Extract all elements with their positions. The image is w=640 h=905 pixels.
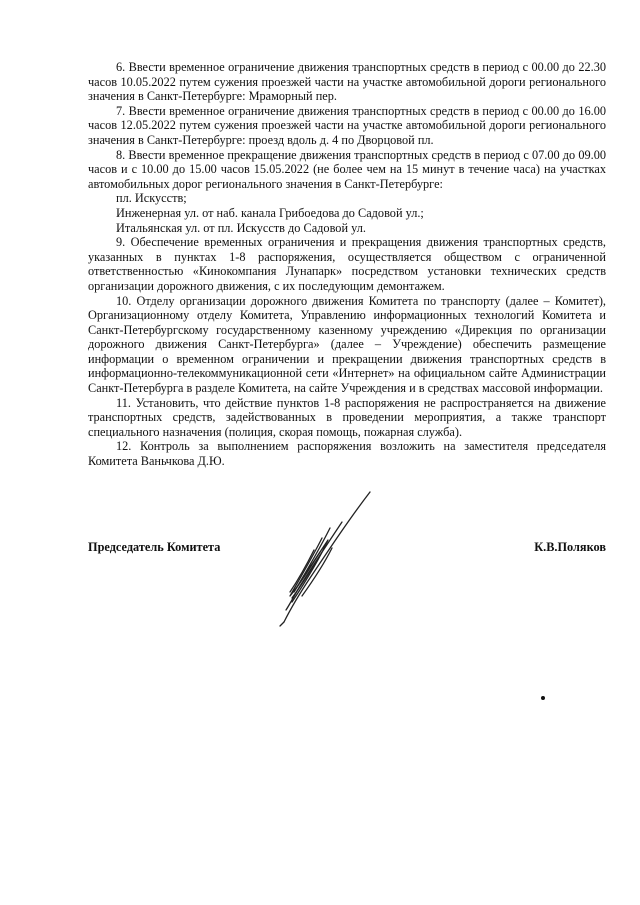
handwritten-signature <box>270 488 380 628</box>
stray-mark <box>541 696 545 700</box>
paragraph-8-item-1: пл. Искусств; <box>116 191 187 206</box>
paragraph-8-item-3: Итальянская ул. от пл. Искусств до Садовой ул. <box>116 220 366 235</box>
paragraph-7: 7. Ввести временное ограничение движения транспортных средств в период с 00.00 до 16.00 часов 12.05.2022 путем сужения проезжей части на участке автомобильной дороги регионального значения в Санкт-Петербурге: проезд вдоль д. 4 по Дворцовой пл. <box>88 103 606 147</box>
paragraph-8-item-2: Инженерная ул. от наб. канала Грибоедова до Садовой ул.; <box>116 205 424 220</box>
signatory-name: К.В.Поляков <box>534 540 606 554</box>
paragraph-6: 6. Ввести временное ограничение движения транспортных средств в период с 00.00 до 22.30 часов 10.05.2022 путем сужения проезжей части на участке автомобильной дороги регионального значения в Санкт-Петербурге: Мраморный пер. <box>88 60 606 104</box>
paragraph-12: 12. Контроль за выполнением распоряжения возложить на заместителя председателя Комитета Ваньчкова Д.Ю. <box>88 439 606 469</box>
paragraph-10: 10. Отделу организации дорожного движения Комитета по транспорту (далее – Комитет), Организационному отделу Комитета, Управлению информационных технологий Комитета и Санкт-Петербургскому государственному казенному учреждению «Дирекция по организации дорожного движения Санкт-Петербурга» (далее – Учреждение) обеспечить размещение информации о временном ограничении и прекращении движения транспортных средств в информационно-телекоммуникационной сети «Интернет» на официальном сайте Администрации Санкт-Петербурга в разделе Комитета, на сайте Учреждения и в средствах массовой информации. <box>88 293 606 396</box>
paragraph-8: 8. Ввести временное прекращение движения транспортных средств в период с 07.00 до 09.00 часов и с 10.00 до 15.00 часов 15.05.2022 (не более чем на 15 минут в течение часа) на участках автомобильных дорог регионального значения в Санкт-Петербурге: <box>88 147 606 191</box>
signatory-title: Председатель Комитета <box>88 540 221 554</box>
document-body <box>88 60 606 469</box>
paragraph-9: 9. Обеспечение временных ограничения и прекращения движения транспортных средств, указанных в пунктах 1-8 распоряжения, осуществляется обществом с ограниченной ответственностью «Кинокомпания Лунапарк» посредством установки технических средств организации дорожного движения, с их последующим демонтажем. <box>88 235 606 293</box>
paragraph-11: 11. Установить, что действие пунктов 1-8 распоряжения не распространяется на движение транспортных средств, задействованных в проведении мероприятия, а также транспорт специального назначения (полиция, скорая помощь, пожарная служба). <box>88 395 606 439</box>
